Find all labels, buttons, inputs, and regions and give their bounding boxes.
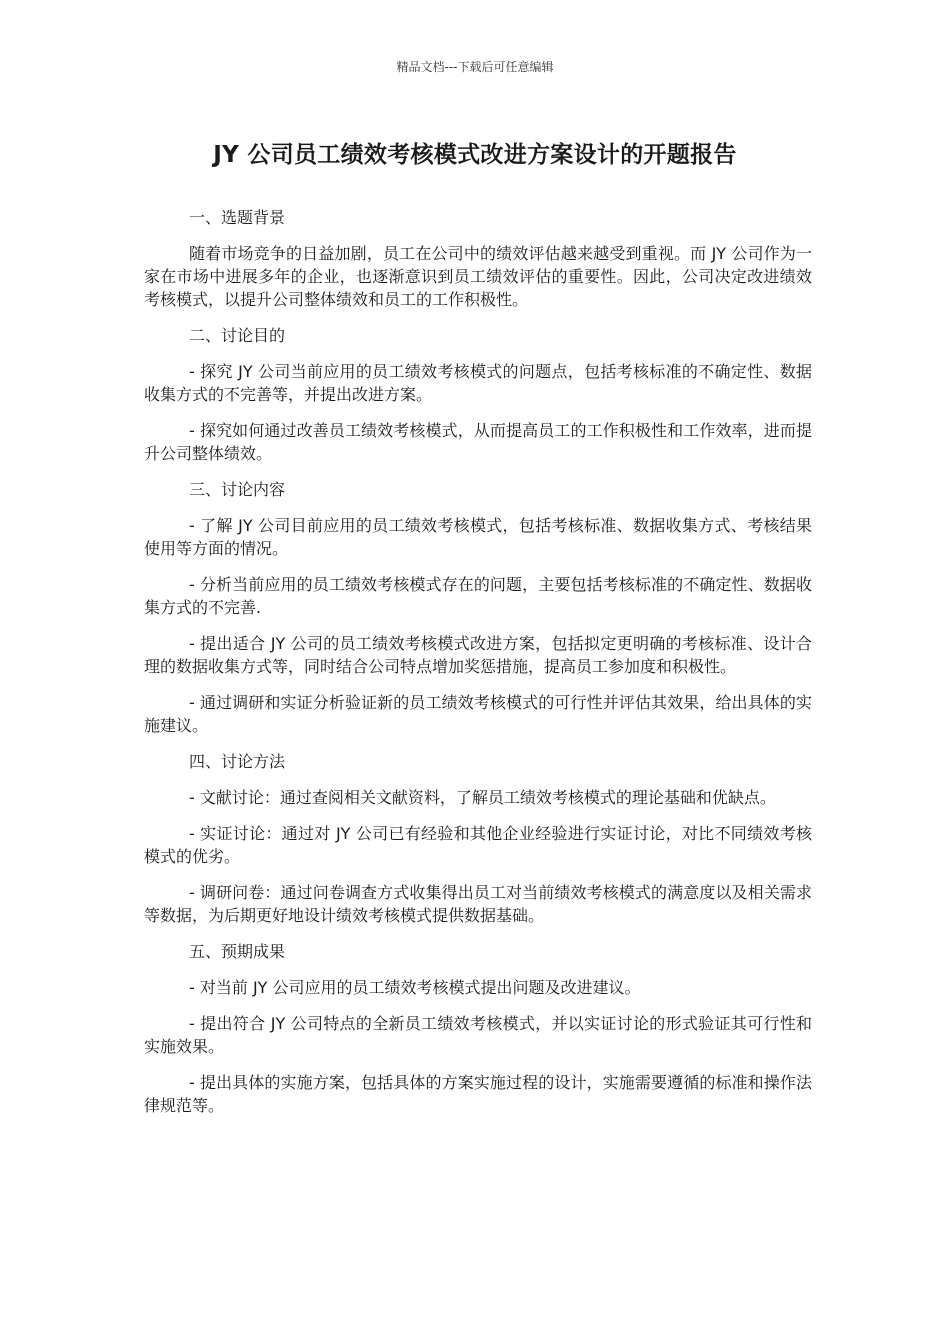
header-note: 精品文档---下载后可任意编辑	[396, 60, 554, 74]
paragraph: - 对当前 JY 公司应用的员工绩效考核模式提出问题及改进建议。	[189, 978, 641, 997]
paragraph: - 提出适合 JY 公司的员工绩效考核模式改进方案，包括拟定更明确的考核标准、设计合理的数据收集方式等，同时结合公司特点增加奖惩措施，提高员工参加度和积极性。	[144, 634, 812, 676]
paragraph: - 提出具体的实施方案，包括具体的方案实施过程的设计，实施需要遵循的标准和操作法律规范等。	[144, 1073, 812, 1115]
paragraph: - 提出符合 JY 公司特点的全新员工绩效考核模式，并以实证讨论的形式验证其可行性和实施效果。	[144, 1014, 812, 1056]
section-heading-content: 三、讨论内容	[189, 480, 286, 499]
paragraph: 随着市场竞争的日益加剧，员工在公司中的绩效评估越来越受到重视。而 JY 公司作为一家在市场中进展多年的企业，也逐渐意识到员工绩效评估的重要性。因此，公司决定改进绩效考核模式，以提升公司整体绩效和员工的工作积极性。	[144, 244, 812, 309]
paragraph: - 了解 JY 公司目前应用的员工绩效考核模式，包括考核标准、数据收集方式、考核结果使用等方面的情况。	[144, 516, 812, 558]
section-heading-purpose: 二、讨论目的	[189, 326, 286, 345]
section-heading-outcome: 五、预期成果	[189, 942, 286, 961]
paragraph: - 分析当前应用的员工绩效考核模式存在的问题，主要包括考核标准的不确定性、数据收集方式的不完善.	[144, 575, 812, 617]
paragraph: - 调研问卷：通过问卷调查方式收集得出员工对当前绩效考核模式的满意度以及相关需求等数据，为后期更好地设计绩效考核模式提供数据基础。	[144, 883, 812, 925]
document-title: JY 公司员工绩效考核模式改进方案设计的开题报告	[213, 142, 737, 168]
section-heading-method: 四、讨论方法	[189, 752, 286, 771]
paragraph: - 通过调研和实证分析验证新的员工绩效考核模式的可行性并评估其效果，给出具体的实施建议。	[144, 693, 812, 735]
paragraph: - 探究 JY 公司当前应用的员工绩效考核模式的问题点，包括考核标准的不确定性、数据收集方式的不完善等，并提出改进方案。	[144, 362, 812, 404]
paragraph: - 探究如何通过改善员工绩效考核模式，从而提高员工的工作积极性和工作效率，进而提升公司整体绩效。	[144, 421, 812, 463]
document-body	[144, 206, 812, 1130]
paragraph: - 实证讨论：通过对 JY 公司已有经验和其他企业经验进行实证讨论，对比不同绩效考核模式的优劣。	[144, 824, 812, 866]
section-heading-background: 一、选题背景	[189, 208, 286, 227]
paragraph: - 文献讨论：通过查阅相关文献资料，了解员工绩效考核模式的理论基础和优缺点。	[189, 788, 776, 807]
